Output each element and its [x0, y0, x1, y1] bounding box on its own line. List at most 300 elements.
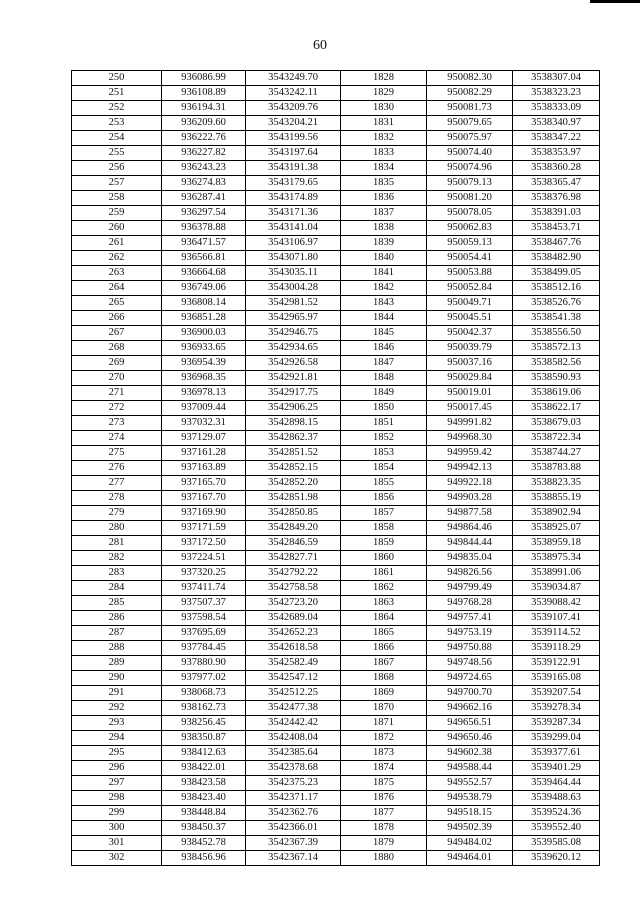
x-coordinate-right-cell: 950079.65 [427, 116, 513, 131]
table-row [72, 821, 600, 836]
point-number-right-cell: 1862 [341, 581, 427, 596]
point-number-left-cell: 291 [72, 686, 162, 701]
point-number-left-cell: 290 [72, 671, 162, 686]
table-row [72, 86, 600, 101]
point-number-right-cell: 1871 [341, 716, 427, 731]
x-coordinate-left-cell: 937977.02 [162, 671, 246, 686]
point-number-right-cell: 1860 [341, 551, 427, 566]
y-coordinate-right-cell: 3538353.97 [513, 146, 600, 161]
x-coordinate-right-cell: 950081.73 [427, 101, 513, 116]
y-coordinate-left-cell: 3543004.28 [246, 281, 341, 296]
y-coordinate-right-cell: 3539118.29 [513, 641, 600, 656]
x-coordinate-left-cell: 936378.88 [162, 221, 246, 236]
y-coordinate-right-cell: 3538556.50 [513, 326, 600, 341]
y-coordinate-right-cell: 3539585.08 [513, 836, 600, 851]
y-coordinate-left-cell: 3542375.23 [246, 776, 341, 791]
y-coordinate-left-cell: 3542408.04 [246, 731, 341, 746]
x-coordinate-right-cell: 949552.57 [427, 776, 513, 791]
x-coordinate-left-cell: 938456.96 [162, 851, 246, 866]
point-number-right-cell: 1866 [341, 641, 427, 656]
table-row [72, 551, 600, 566]
point-number-left-cell: 281 [72, 536, 162, 551]
table-row [72, 656, 600, 671]
y-coordinate-right-cell: 3539165.08 [513, 671, 600, 686]
point-number-right-cell: 1831 [341, 116, 427, 131]
y-coordinate-right-cell: 3538365.47 [513, 176, 600, 191]
x-coordinate-right-cell: 949602.38 [427, 746, 513, 761]
point-number-left-cell: 276 [72, 461, 162, 476]
y-coordinate-left-cell: 3543071.80 [246, 251, 341, 266]
y-coordinate-left-cell: 3542917.75 [246, 386, 341, 401]
point-number-left-cell: 297 [72, 776, 162, 791]
y-coordinate-right-cell: 3539401.29 [513, 761, 600, 776]
x-coordinate-left-cell: 938422.01 [162, 761, 246, 776]
x-coordinate-right-cell: 949753.19 [427, 626, 513, 641]
y-coordinate-right-cell: 3539287.34 [513, 716, 600, 731]
y-coordinate-left-cell: 3543191.38 [246, 161, 341, 176]
table-row [72, 131, 600, 146]
y-coordinate-right-cell: 3539299.04 [513, 731, 600, 746]
point-number-left-cell: 256 [72, 161, 162, 176]
point-number-left-cell: 301 [72, 836, 162, 851]
table-row [72, 716, 600, 731]
table-row [72, 266, 600, 281]
point-number-right-cell: 1837 [341, 206, 427, 221]
y-coordinate-left-cell: 3542689.04 [246, 611, 341, 626]
y-coordinate-left-cell: 3542442.42 [246, 716, 341, 731]
x-coordinate-left-cell: 936471.57 [162, 236, 246, 251]
y-coordinate-left-cell: 3542946.75 [246, 326, 341, 341]
point-number-right-cell: 1836 [341, 191, 427, 206]
y-coordinate-left-cell: 3542723.20 [246, 596, 341, 611]
x-coordinate-right-cell: 949750.88 [427, 641, 513, 656]
y-coordinate-right-cell: 3538512.16 [513, 281, 600, 296]
y-coordinate-left-cell: 3542851.98 [246, 491, 341, 506]
x-coordinate-right-cell: 950017.45 [427, 401, 513, 416]
y-coordinate-right-cell: 3538333.09 [513, 101, 600, 116]
point-number-right-cell: 1859 [341, 536, 427, 551]
y-coordinate-left-cell: 3542362.76 [246, 806, 341, 821]
y-coordinate-left-cell: 3542582.49 [246, 656, 341, 671]
y-coordinate-right-cell: 3538360.28 [513, 161, 600, 176]
point-number-left-cell: 277 [72, 476, 162, 491]
point-number-left-cell: 289 [72, 656, 162, 671]
point-number-left-cell: 250 [72, 71, 162, 86]
y-coordinate-right-cell: 3538582.56 [513, 356, 600, 371]
point-number-right-cell: 1864 [341, 611, 427, 626]
y-coordinate-left-cell: 3543179.65 [246, 176, 341, 191]
point-number-right-cell: 1842 [341, 281, 427, 296]
point-number-right-cell: 1829 [341, 86, 427, 101]
table-row [72, 566, 600, 581]
y-coordinate-left-cell: 3542906.25 [246, 401, 341, 416]
table-row [72, 161, 600, 176]
y-coordinate-left-cell: 3542366.01 [246, 821, 341, 836]
x-coordinate-right-cell: 949650.46 [427, 731, 513, 746]
point-number-left-cell: 300 [72, 821, 162, 836]
y-coordinate-left-cell: 3542758.58 [246, 581, 341, 596]
x-coordinate-right-cell: 950053.88 [427, 266, 513, 281]
point-number-left-cell: 261 [72, 236, 162, 251]
x-coordinate-left-cell: 937695.69 [162, 626, 246, 641]
x-coordinate-left-cell: 938452.78 [162, 836, 246, 851]
x-coordinate-left-cell: 938350.87 [162, 731, 246, 746]
point-number-left-cell: 302 [72, 851, 162, 866]
point-number-right-cell: 1867 [341, 656, 427, 671]
x-coordinate-right-cell: 949959.42 [427, 446, 513, 461]
y-coordinate-right-cell: 3538902.94 [513, 506, 600, 521]
point-number-left-cell: 260 [72, 221, 162, 236]
y-coordinate-left-cell: 3542852.15 [246, 461, 341, 476]
y-coordinate-left-cell: 3543242.11 [246, 86, 341, 101]
x-coordinate-left-cell: 937009.44 [162, 401, 246, 416]
table-row [72, 446, 600, 461]
y-coordinate-right-cell: 3539114.52 [513, 626, 600, 641]
y-coordinate-right-cell: 3538541.38 [513, 311, 600, 326]
point-number-left-cell: 253 [72, 116, 162, 131]
point-number-left-cell: 258 [72, 191, 162, 206]
table-row [72, 356, 600, 371]
x-coordinate-right-cell: 950042.37 [427, 326, 513, 341]
y-coordinate-left-cell: 3542846.59 [246, 536, 341, 551]
x-coordinate-left-cell: 936227.82 [162, 146, 246, 161]
x-coordinate-left-cell: 937171.59 [162, 521, 246, 536]
x-coordinate-right-cell: 949748.56 [427, 656, 513, 671]
point-number-right-cell: 1858 [341, 521, 427, 536]
y-coordinate-right-cell: 3538453.71 [513, 221, 600, 236]
x-coordinate-left-cell: 937507.37 [162, 596, 246, 611]
table-row [72, 611, 600, 626]
x-coordinate-right-cell: 949662.16 [427, 701, 513, 716]
x-coordinate-left-cell: 938423.40 [162, 791, 246, 806]
x-coordinate-right-cell: 949968.30 [427, 431, 513, 446]
y-coordinate-left-cell: 3543249.70 [246, 71, 341, 86]
x-coordinate-left-cell: 938423.58 [162, 776, 246, 791]
point-number-right-cell: 1845 [341, 326, 427, 341]
y-coordinate-left-cell: 3543209.76 [246, 101, 341, 116]
y-coordinate-right-cell: 3538622.17 [513, 401, 600, 416]
x-coordinate-right-cell: 949538.79 [427, 791, 513, 806]
point-number-left-cell: 273 [72, 416, 162, 431]
point-number-left-cell: 257 [72, 176, 162, 191]
y-coordinate-right-cell: 3538572.13 [513, 341, 600, 356]
x-coordinate-right-cell: 950081.20 [427, 191, 513, 206]
x-coordinate-right-cell: 950039.79 [427, 341, 513, 356]
table-row [72, 296, 600, 311]
y-coordinate-left-cell: 3542849.20 [246, 521, 341, 536]
x-coordinate-right-cell: 949518.15 [427, 806, 513, 821]
y-coordinate-left-cell: 3542385.64 [246, 746, 341, 761]
point-number-right-cell: 1865 [341, 626, 427, 641]
point-number-left-cell: 279 [72, 506, 162, 521]
point-number-left-cell: 267 [72, 326, 162, 341]
x-coordinate-left-cell: 936222.76 [162, 131, 246, 146]
y-coordinate-left-cell: 3542921.81 [246, 371, 341, 386]
y-coordinate-left-cell: 3542477.38 [246, 701, 341, 716]
y-coordinate-left-cell: 3542371.17 [246, 791, 341, 806]
y-coordinate-left-cell: 3542378.68 [246, 761, 341, 776]
table-row [72, 461, 600, 476]
x-coordinate-right-cell: 949724.65 [427, 671, 513, 686]
point-number-left-cell: 292 [72, 701, 162, 716]
point-number-right-cell: 1869 [341, 686, 427, 701]
point-number-right-cell: 1868 [341, 671, 427, 686]
x-coordinate-left-cell: 936209.60 [162, 116, 246, 131]
y-coordinate-left-cell: 3543171.36 [246, 206, 341, 221]
x-coordinate-right-cell: 950029.84 [427, 371, 513, 386]
x-coordinate-right-cell: 949656.51 [427, 716, 513, 731]
point-number-right-cell: 1879 [341, 836, 427, 851]
point-number-right-cell: 1828 [341, 71, 427, 86]
x-coordinate-right-cell: 949844.44 [427, 536, 513, 551]
table-row [72, 176, 600, 191]
x-coordinate-right-cell: 950062.83 [427, 221, 513, 236]
y-coordinate-right-cell: 3539377.61 [513, 746, 600, 761]
y-coordinate-left-cell: 3542367.14 [246, 851, 341, 866]
point-number-left-cell: 275 [72, 446, 162, 461]
table-row [72, 761, 600, 776]
y-coordinate-left-cell: 3542965.97 [246, 311, 341, 326]
table-row [72, 236, 600, 251]
x-coordinate-right-cell: 949464.01 [427, 851, 513, 866]
y-coordinate-right-cell: 3538722.34 [513, 431, 600, 446]
coordinates-table-body [72, 71, 600, 866]
point-number-left-cell: 294 [72, 731, 162, 746]
y-coordinate-left-cell: 3543197.64 [246, 146, 341, 161]
y-coordinate-left-cell: 3542652.23 [246, 626, 341, 641]
y-coordinate-right-cell: 3538482.90 [513, 251, 600, 266]
table-row [72, 146, 600, 161]
point-number-right-cell: 1841 [341, 266, 427, 281]
point-number-left-cell: 264 [72, 281, 162, 296]
x-coordinate-left-cell: 937129.07 [162, 431, 246, 446]
coordinates-table [71, 70, 600, 866]
point-number-right-cell: 1839 [341, 236, 427, 251]
y-coordinate-left-cell: 3542851.52 [246, 446, 341, 461]
y-coordinate-right-cell: 3538925.07 [513, 521, 600, 536]
point-number-right-cell: 1874 [341, 761, 427, 776]
x-coordinate-right-cell: 949757.41 [427, 611, 513, 626]
x-coordinate-right-cell: 950049.71 [427, 296, 513, 311]
point-number-left-cell: 284 [72, 581, 162, 596]
x-coordinate-left-cell: 938068.73 [162, 686, 246, 701]
table-row [72, 371, 600, 386]
point-number-right-cell: 1846 [341, 341, 427, 356]
x-coordinate-right-cell: 949991.82 [427, 416, 513, 431]
table-row [72, 221, 600, 236]
y-coordinate-left-cell: 3542852.20 [246, 476, 341, 491]
table-row [72, 686, 600, 701]
point-number-left-cell: 266 [72, 311, 162, 326]
point-number-left-cell: 288 [72, 641, 162, 656]
point-number-right-cell: 1857 [341, 506, 427, 521]
y-coordinate-left-cell: 3543141.04 [246, 221, 341, 236]
point-number-right-cell: 1849 [341, 386, 427, 401]
y-coordinate-right-cell: 3539464.44 [513, 776, 600, 791]
x-coordinate-left-cell: 936978.13 [162, 386, 246, 401]
y-coordinate-left-cell: 3542862.37 [246, 431, 341, 446]
point-number-right-cell: 1877 [341, 806, 427, 821]
x-coordinate-left-cell: 937224.51 [162, 551, 246, 566]
y-coordinate-left-cell: 3542934.65 [246, 341, 341, 356]
x-coordinate-left-cell: 937320.25 [162, 566, 246, 581]
table-row [72, 641, 600, 656]
x-coordinate-left-cell: 937784.45 [162, 641, 246, 656]
table-row [72, 251, 600, 266]
y-coordinate-right-cell: 3538991.06 [513, 566, 600, 581]
point-number-left-cell: 265 [72, 296, 162, 311]
x-coordinate-left-cell: 936194.31 [162, 101, 246, 116]
point-number-left-cell: 293 [72, 716, 162, 731]
y-coordinate-right-cell: 3538526.76 [513, 296, 600, 311]
x-coordinate-right-cell: 949799.49 [427, 581, 513, 596]
table-row [72, 596, 600, 611]
point-number-right-cell: 1850 [341, 401, 427, 416]
x-coordinate-left-cell: 938162.73 [162, 701, 246, 716]
y-coordinate-right-cell: 3538340.97 [513, 116, 600, 131]
x-coordinate-right-cell: 949922.18 [427, 476, 513, 491]
table-row [72, 71, 600, 86]
x-coordinate-left-cell: 936954.39 [162, 356, 246, 371]
point-number-right-cell: 1861 [341, 566, 427, 581]
x-coordinate-right-cell: 950075.97 [427, 131, 513, 146]
x-coordinate-left-cell: 936274.83 [162, 176, 246, 191]
point-number-right-cell: 1830 [341, 101, 427, 116]
point-number-right-cell: 1878 [341, 821, 427, 836]
point-number-left-cell: 259 [72, 206, 162, 221]
y-coordinate-right-cell: 3539278.34 [513, 701, 600, 716]
x-coordinate-left-cell: 938256.45 [162, 716, 246, 731]
y-coordinate-left-cell: 3543199.56 [246, 131, 341, 146]
table-row [72, 191, 600, 206]
point-number-left-cell: 251 [72, 86, 162, 101]
point-number-left-cell: 299 [72, 806, 162, 821]
x-coordinate-right-cell: 950059.13 [427, 236, 513, 251]
x-coordinate-left-cell: 936664.68 [162, 266, 246, 281]
x-coordinate-left-cell: 937165.70 [162, 476, 246, 491]
point-number-left-cell: 286 [72, 611, 162, 626]
x-coordinate-right-cell: 949942.13 [427, 461, 513, 476]
x-coordinate-left-cell: 936851.28 [162, 311, 246, 326]
point-number-right-cell: 1838 [341, 221, 427, 236]
x-coordinate-left-cell: 936933.65 [162, 341, 246, 356]
point-number-left-cell: 269 [72, 356, 162, 371]
x-coordinate-right-cell: 950019.01 [427, 386, 513, 401]
point-number-right-cell: 1880 [341, 851, 427, 866]
point-number-right-cell: 1840 [341, 251, 427, 266]
point-number-right-cell: 1854 [341, 461, 427, 476]
table-row [72, 476, 600, 491]
y-coordinate-right-cell: 3538590.93 [513, 371, 600, 386]
x-coordinate-right-cell: 949864.46 [427, 521, 513, 536]
point-number-right-cell: 1855 [341, 476, 427, 491]
x-coordinate-left-cell: 936108.89 [162, 86, 246, 101]
x-coordinate-right-cell: 950074.96 [427, 161, 513, 176]
x-coordinate-left-cell: 937172.50 [162, 536, 246, 551]
page-number: 60 [313, 38, 327, 53]
x-coordinate-right-cell: 950052.84 [427, 281, 513, 296]
x-coordinate-left-cell: 937411.74 [162, 581, 246, 596]
y-coordinate-right-cell: 3539207.54 [513, 686, 600, 701]
x-coordinate-right-cell: 950079.13 [427, 176, 513, 191]
y-coordinate-right-cell: 3538679.03 [513, 416, 600, 431]
point-number-left-cell: 263 [72, 266, 162, 281]
y-coordinate-left-cell: 3543106.97 [246, 236, 341, 251]
x-coordinate-right-cell: 949502.39 [427, 821, 513, 836]
point-number-right-cell: 1873 [341, 746, 427, 761]
table-row [72, 701, 600, 716]
table-row [72, 116, 600, 131]
point-number-right-cell: 1876 [341, 791, 427, 806]
x-coordinate-left-cell: 937880.90 [162, 656, 246, 671]
x-coordinate-left-cell: 936749.06 [162, 281, 246, 296]
table-row [72, 491, 600, 506]
y-coordinate-left-cell: 3542547.12 [246, 671, 341, 686]
x-coordinate-right-cell: 949484.02 [427, 836, 513, 851]
y-coordinate-right-cell: 3539488.63 [513, 791, 600, 806]
x-coordinate-right-cell: 950078.05 [427, 206, 513, 221]
point-number-right-cell: 1844 [341, 311, 427, 326]
point-number-right-cell: 1843 [341, 296, 427, 311]
point-number-left-cell: 270 [72, 371, 162, 386]
table-row [72, 506, 600, 521]
x-coordinate-right-cell: 950054.41 [427, 251, 513, 266]
point-number-right-cell: 1835 [341, 176, 427, 191]
x-coordinate-right-cell: 949826.56 [427, 566, 513, 581]
point-number-left-cell: 283 [72, 566, 162, 581]
point-number-left-cell: 295 [72, 746, 162, 761]
point-number-left-cell: 274 [72, 431, 162, 446]
point-number-left-cell: 285 [72, 596, 162, 611]
point-number-right-cell: 1847 [341, 356, 427, 371]
x-coordinate-left-cell: 936900.03 [162, 326, 246, 341]
y-coordinate-right-cell: 3538499.05 [513, 266, 600, 281]
point-number-right-cell: 1834 [341, 161, 427, 176]
x-coordinate-left-cell: 936808.14 [162, 296, 246, 311]
y-coordinate-right-cell: 3538783.88 [513, 461, 600, 476]
x-coordinate-left-cell: 936566.81 [162, 251, 246, 266]
y-coordinate-right-cell: 3539524.36 [513, 806, 600, 821]
table-row [72, 431, 600, 446]
table-row [72, 401, 600, 416]
y-coordinate-right-cell: 3538823.35 [513, 476, 600, 491]
table-row [72, 311, 600, 326]
x-coordinate-right-cell: 950037.16 [427, 356, 513, 371]
x-coordinate-left-cell: 938412.63 [162, 746, 246, 761]
x-coordinate-right-cell: 950045.51 [427, 311, 513, 326]
table-row [72, 851, 600, 866]
point-number-left-cell: 252 [72, 101, 162, 116]
table-row [72, 626, 600, 641]
table-row [72, 326, 600, 341]
x-coordinate-right-cell: 949903.28 [427, 491, 513, 506]
point-number-left-cell: 271 [72, 386, 162, 401]
x-coordinate-right-cell: 949588.44 [427, 761, 513, 776]
y-coordinate-left-cell: 3543035.11 [246, 266, 341, 281]
top-right-rule [590, 0, 640, 3]
y-coordinate-left-cell: 3542367.39 [246, 836, 341, 851]
x-coordinate-left-cell: 938448.84 [162, 806, 246, 821]
y-coordinate-right-cell: 3538619.06 [513, 386, 600, 401]
table-row [72, 341, 600, 356]
y-coordinate-right-cell: 3538855.19 [513, 491, 600, 506]
point-number-right-cell: 1851 [341, 416, 427, 431]
y-coordinate-left-cell: 3543204.21 [246, 116, 341, 131]
point-number-right-cell: 1833 [341, 146, 427, 161]
x-coordinate-left-cell: 937163.89 [162, 461, 246, 476]
y-coordinate-left-cell: 3542792.22 [246, 566, 341, 581]
point-number-left-cell: 280 [72, 521, 162, 536]
